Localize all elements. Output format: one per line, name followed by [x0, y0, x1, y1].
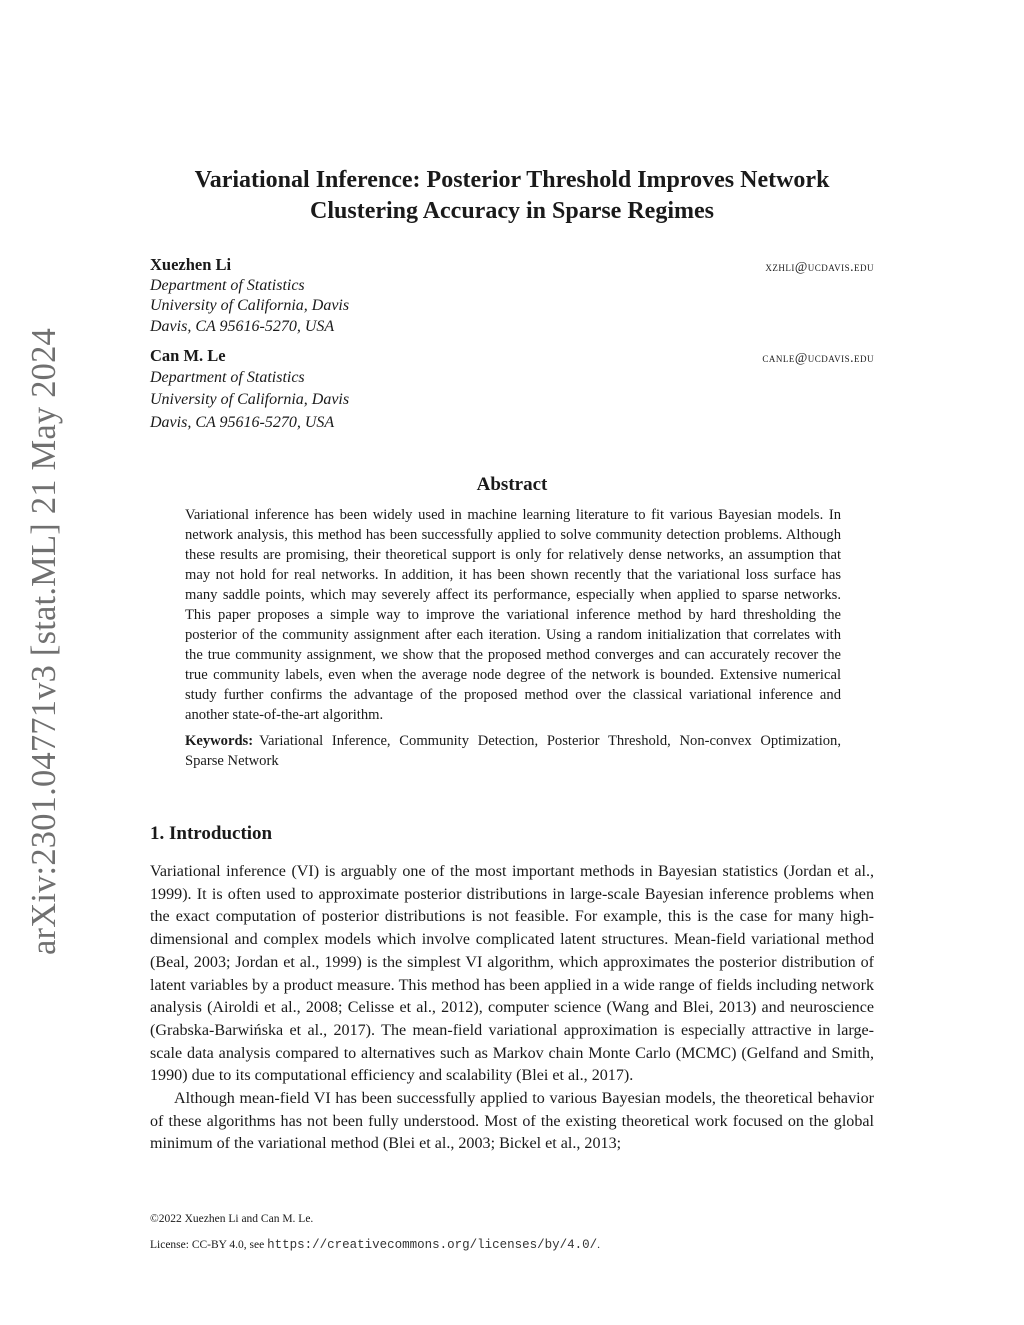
license-prefix: License: CC-BY 4.0, see [150, 1239, 265, 1251]
author-department: Department of Statistics [150, 276, 305, 294]
author-block [150, 255, 874, 337]
arxiv-identifier: arXiv:2301.04771v3 [stat.ML] 21 May 2024 [25, 327, 63, 955]
author-name: Xuezhen Li [150, 255, 232, 274]
author-block [150, 346, 874, 434]
author-email[interactable]: xzhli@ucdavis.edu [765, 259, 874, 274]
keywords-list: Variational Inference, Community Detection, Posterior Threshold, Non-convex Optimization, Sparse Network [185, 733, 841, 769]
paper-title [150, 165, 874, 227]
abstract-text: Variational inference has been widely used in machine learning literature to fit various Bayesian models. In network analysis, this method has been successfully applied to solve community detection problems. Although these results are promising, their theoretical support is only for relatively dense networks, an assumption that may not hold for real networks. In addition, it has been shown recently that the variational loss surface has many saddle points, which may severely affect its performance, especially when applied to sparse networks. This paper proposes a simple way to improve the variational inference method by hard thresholding the posterior of the community assignment after each iteration. Using a random initialization that correlates with the true community assignment, we show that the proposed method converges and can accurately recover the true community labels, even when the average node degree of the network is bounded. Extensive numerical study further confirms the advantage of the proposed method over the classical variational inference and another state-of-the-art algorithm. [185, 507, 841, 723]
author-email[interactable]: canle@ucdavis.edu [762, 350, 874, 365]
author-university: University of California, Davis [150, 391, 350, 408]
keywords [185, 731, 841, 771]
author-name: Can M. Le [150, 346, 226, 365]
author-address: Davis, CA 95616-5270, USA [150, 413, 335, 431]
title-line: Clustering Accuracy in Sparse Regimes [310, 198, 714, 224]
paragraph: Although mean-field VI has been successfully applied to various Bayesian models, the theoretical behavior of these algorithms has not been fully understood. Most of the existing theoretical work focused on the global minimum of the variational method (Blei et al., 2003; Bickel et al., 2013; [150, 1090, 874, 1153]
title-line: Variational Inference: Posterior Threshold Improves Network [194, 167, 830, 193]
abstract-body [185, 505, 841, 771]
license-link[interactable]: https://creativecommons.org/licenses/by/4.0/ [267, 1238, 598, 1252]
copyright-notice: ©2022 Xuezhen Li and Can M. Le. [150, 1213, 314, 1225]
author-address: Davis, CA 95616-5270, USA [150, 317, 335, 335]
license-suffix: . [597, 1239, 601, 1251]
paragraph: Variational inference (VI) is arguably one of the most important methods in Bayesian statistics (Jordan et al., 1999). It is often used to approximate posterior distributions in large-scale Bayesian inference problems when the exact computation of posterior distributions is not feasible. For example, this is the case for many high-dimensional and complex models which involve complicated latent structures. Mean-field variational method (Beal, 2003; Jordan et al., 1999) is the simplest VI algorithm, which approximates the posterior distribution of latent variables by a product measure. This method has been applied in a wide range of fields including network analysis (Airoldi et al., 2008; Celisse et al., 2012), computer science (Wang and Blei, 2013) and neuroscience (Grabska-Barwińska et al., 2017). The mean-field variational approximation is especially attractive in large-scale data analysis compared to alternatives such as Markov chain Monte Carlo (MCMC) (Gelfand and Smith, 1990) due to its computational efficiency and scalability (Blei et al., 2017). [150, 863, 874, 1085]
author-department: Department of Statistics [150, 368, 305, 386]
keywords-label: Keywords: [185, 733, 254, 749]
author-university: University of California, Davis [150, 297, 350, 314]
abstract-heading: Abstract [476, 474, 548, 495]
section-heading: 1. Introduction [150, 823, 273, 844]
license-notice [150, 1238, 874, 1252]
introduction-body [150, 861, 874, 1156]
